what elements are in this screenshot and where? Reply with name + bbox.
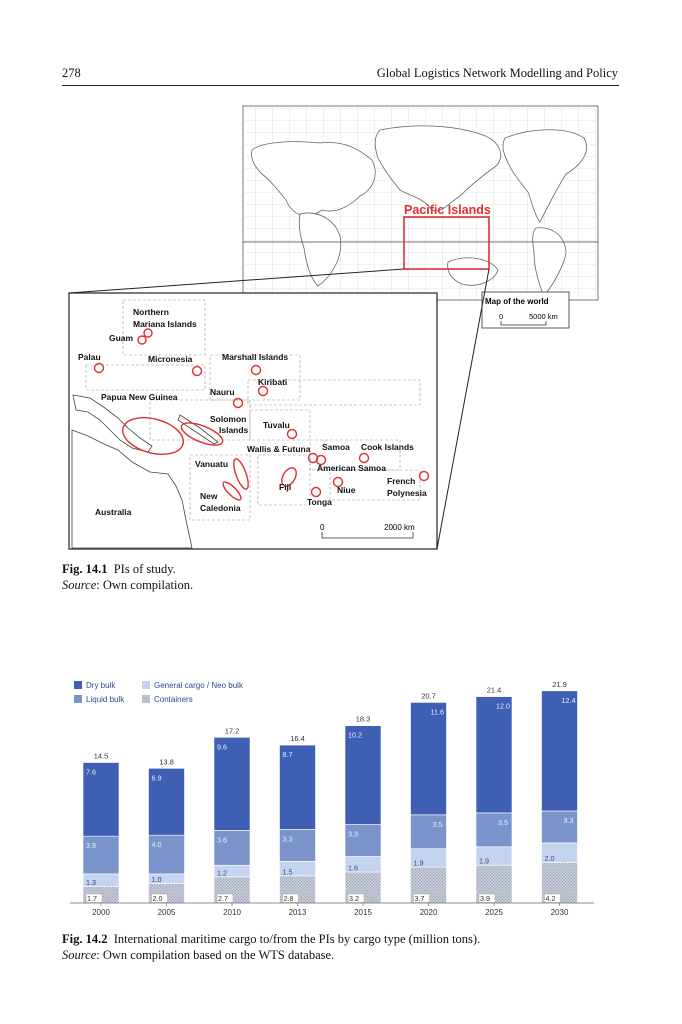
data-label-dry-bulk-2020: 11.6: [430, 707, 444, 717]
x-tick-label-2005: 2005: [157, 908, 176, 917]
data-label-liquid-bulk-2015: 3.3: [348, 829, 358, 839]
world-scale-zero: 0: [499, 312, 504, 321]
data-label-general-cargo-neo-bulk-2005: 1.0: [151, 875, 162, 885]
data-label-containers-2013: 2.8: [283, 894, 294, 903]
label-guam: Guam: [109, 333, 134, 343]
data-label-containers-2015: 3.2: [349, 894, 359, 903]
data-label-dry-bulk-2025: 12.0: [496, 701, 510, 711]
fig1-source-text: : Own compilation.: [96, 578, 194, 592]
data-label-general-cargo-neo-bulk-2000: 1.3: [86, 878, 96, 888]
total-label-2020: 20.7: [421, 691, 436, 701]
data-label-general-cargo-neo-bulk-2030: 2.0: [544, 853, 555, 863]
label-tuvalu: Tuvalu: [263, 420, 290, 430]
data-label-liquid-bulk-2020: 3.5: [432, 819, 443, 829]
label-marshall-islands: Marshall Islands: [222, 352, 289, 362]
legend-swatch-dry-bulk: [74, 681, 82, 689]
label-palau: Palau: [78, 352, 101, 362]
pacific-islands-label: Pacific Islands: [404, 203, 491, 217]
x-tick-label-2025: 2025: [485, 908, 503, 917]
data-label-containers-2010: 2.7: [218, 894, 228, 903]
label-niue: Niue: [337, 485, 356, 495]
label-micronesia: Micronesia: [148, 354, 193, 364]
data-label-dry-bulk-2010: 9.6: [217, 742, 227, 752]
fig2-source-text: : Own compilation based on the WTS database.: [96, 948, 335, 962]
bar-segment-dry-bulk-2025: [476, 697, 512, 813]
zoom-line-right: [437, 269, 489, 549]
x-tick-label-2010: 2010: [223, 908, 241, 917]
data-label-general-cargo-neo-bulk-2025: 1.9: [479, 856, 489, 866]
figure-14-1-caption: [62, 561, 176, 577]
label-fiji: Fiji: [279, 482, 292, 492]
label-american-samoa: American Samoa: [317, 463, 386, 473]
bar-segment-dry-bulk-2020: [411, 702, 447, 814]
legend-label-dry-bulk: Dry bulk: [86, 681, 116, 690]
figure-14-2-chart: [62, 675, 602, 925]
total-label-2000: 14.5: [93, 751, 109, 761]
data-label-dry-bulk-2030: 12.4: [561, 695, 576, 705]
legend-label-liquid-bulk: Liquid bulk: [86, 695, 125, 704]
data-label-liquid-bulk-2025: 3.5: [498, 817, 508, 827]
data-label-liquid-bulk-2010: 3.6: [217, 835, 227, 845]
data-label-containers-2005: 2.0: [152, 894, 163, 903]
label-australia: Australia: [95, 507, 132, 517]
region-scale-zero: 0: [320, 523, 325, 532]
data-label-containers-2030: 4.2: [545, 894, 556, 903]
label-mariana-islands: Mariana Islands: [133, 319, 197, 329]
label-islands: Islands: [219, 425, 249, 435]
data-label-dry-bulk-2005: 6.9: [151, 773, 162, 783]
x-tick-label-2020: 2020: [419, 908, 438, 917]
label-tonga: Tonga: [307, 497, 332, 507]
fig2-caption-text: International maritime cargo to/from the PIs by cargo type (million tons).: [113, 932, 481, 946]
label-wallis-futuna: Wallis & Futuna: [247, 444, 311, 454]
total-label-2010: 17.2: [224, 726, 240, 736]
label-french: French: [387, 476, 416, 486]
legend-swatch-containers: [142, 695, 150, 703]
label-papua-new-guinea: Papua New Guinea: [101, 392, 178, 402]
data-label-containers-2000: 1.7: [87, 894, 97, 903]
fig2-source-label: Source: [62, 948, 97, 962]
label-solomon: Solomon: [210, 414, 247, 424]
legend-swatch-liquid-bulk: [74, 695, 82, 703]
fig1-caption-text: PIs of study.: [113, 562, 176, 576]
label-vanuatu: Vanuatu: [195, 459, 229, 469]
label-samoa: Samoa: [322, 442, 350, 452]
total-label-2015: 18.3: [355, 714, 371, 724]
total-label-2030: 21.9: [552, 679, 567, 689]
data-label-general-cargo-neo-bulk-2015: 1.6: [348, 863, 358, 873]
label-polynesia: Polynesia: [387, 488, 427, 498]
running-header-title: Global Logistics Network Modelling and Policy: [376, 66, 618, 80]
data-label-general-cargo-neo-bulk-2020: 1.9: [413, 858, 424, 868]
data-label-liquid-bulk-2005: 4.0: [151, 840, 162, 850]
data-label-containers-2020: 3.7: [414, 894, 425, 903]
fig1-source-label: Source: [62, 578, 97, 592]
figure-14-2-source: [62, 947, 334, 963]
figure-14-1-source: [62, 577, 193, 593]
label-cook-islands: Cook Islands: [361, 442, 414, 452]
label-caledonia: Caledonia: [200, 503, 241, 513]
legend-label-containers: Containers: [154, 695, 193, 704]
fig1-label: Fig. 14.1: [62, 562, 108, 576]
bar-segment-dry-bulk-2030: [542, 691, 578, 811]
world-scale-max: 5000 km: [529, 312, 558, 321]
pacific-region-map: [69, 293, 437, 549]
chart-x-axis: [70, 903, 594, 917]
fig2-label: Fig. 14.2: [62, 932, 108, 946]
label-nauru: Nauru: [210, 387, 235, 397]
data-label-general-cargo-neo-bulk-2013: 1.5: [282, 867, 293, 877]
data-label-containers-2025: 3.9: [480, 894, 490, 903]
data-label-liquid-bulk-2013: 3.3: [282, 834, 293, 844]
chart-bars: [83, 680, 578, 903]
region-scale-max: 2000 km: [384, 523, 415, 532]
world-map-legend: [482, 292, 569, 328]
data-label-liquid-bulk-2000: 3.9: [86, 841, 96, 851]
total-label-2025: 21.4: [486, 685, 502, 695]
chart-legend: [74, 681, 244, 704]
total-label-2013: 16.4: [290, 734, 305, 744]
figure-14-2-caption: [62, 931, 480, 947]
label-northern: Northern: [133, 307, 169, 317]
legend-title: Map of the world: [485, 297, 549, 306]
data-label-dry-bulk-2015: 10.2: [348, 730, 362, 740]
bar-segment-dry-bulk-2015: [345, 726, 381, 825]
x-tick-label-2015: 2015: [354, 908, 372, 917]
x-tick-label-2030: 2030: [550, 908, 569, 917]
x-tick-label-2000: 2000: [92, 908, 110, 917]
data-label-dry-bulk-2013: 8.7: [282, 750, 293, 760]
total-label-2005: 13.8: [159, 757, 174, 767]
x-tick-label-2013: 2013: [288, 908, 307, 917]
page-number: 278: [62, 66, 81, 80]
legend-label-general-cargo-neo-bulk: General cargo / Neo bulk: [154, 681, 243, 690]
label-new: New: [200, 491, 218, 501]
label-kiribati: Kiribati: [258, 377, 288, 387]
data-label-dry-bulk-2000: 7.6: [86, 767, 96, 777]
legend-swatch-general-cargo-neo-bulk: [142, 681, 150, 689]
data-label-liquid-bulk-2030: 3.3: [563, 815, 574, 825]
data-label-general-cargo-neo-bulk-2010: 1.2: [217, 868, 227, 878]
